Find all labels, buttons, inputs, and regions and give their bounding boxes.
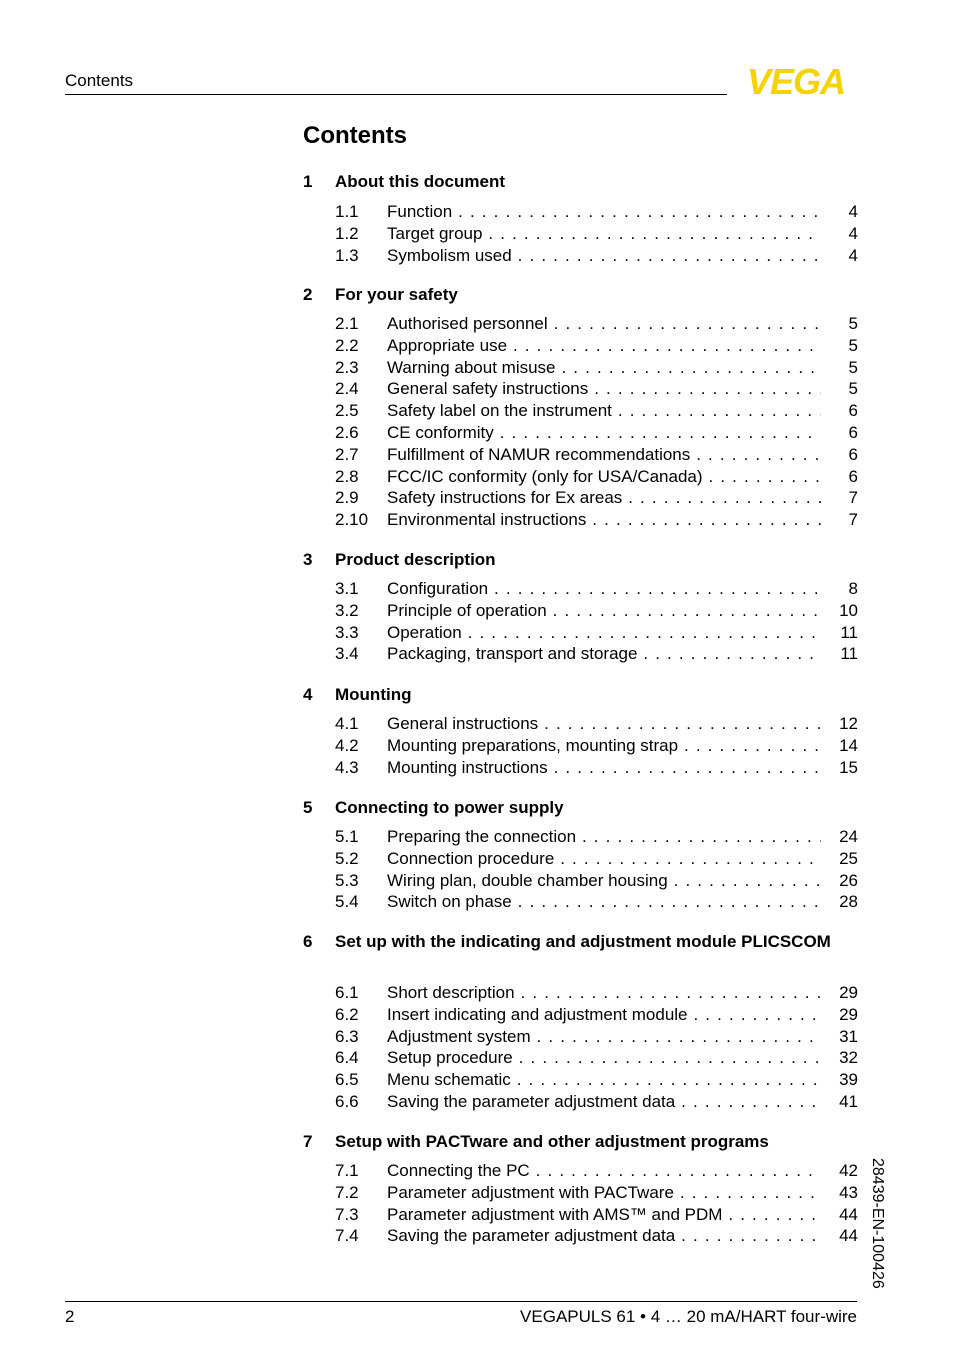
entry-number: 6.1 [335,983,359,1002]
entry-title: Principle of operation . . . [387,600,821,622]
entry-title: General safety instructions . . . [387,378,821,400]
toc-entry[interactable] [303,335,858,357]
entry-title: Configuration . . . [387,578,821,600]
entry-page-number: 6 [848,444,858,464]
entry-number: 5.4 [335,892,359,912]
entry-page-number: 12 [839,714,858,733]
entry-number: 2.8 [335,466,359,486]
vega-logo-text: VEGA [746,64,846,98]
entry-number: 7.1 [335,1161,359,1180]
entry-page-number: 26 [839,870,858,890]
entry-title: Menu schematic . . . [387,1069,821,1091]
entry-page-number: 7 [848,488,858,508]
entry-title: Saving the parameter adjustment data . . . [387,1225,821,1247]
entry-number: 4.1 [335,714,359,733]
entry-title: Switch on phase . . . [387,891,821,913]
entry-number: 1.3 [335,245,359,265]
section-title: Setup with PACTware and other adjustment programs [335,1132,769,1151]
section-number: 7 [303,1132,313,1151]
toc-entry[interactable] [303,826,858,848]
section-title: For your safety [335,285,458,304]
entry-number: 4.2 [335,735,359,755]
entry-page-number: 11 [840,644,858,664]
entry-number: 2.10 [335,510,369,530]
entry-number: 2.3 [335,357,359,377]
entry-title: Fulfillment of NAMUR recommendations . . . [387,444,821,466]
vega-logo [734,64,858,98]
footer-rule [65,1301,857,1302]
entry-page-number: 24 [839,827,858,846]
section-number: 2 [303,285,313,304]
entry-page-number: 5 [848,314,858,333]
toc-entry[interactable] [303,1225,858,1247]
toc-entry[interactable] [303,245,858,267]
toc-entry[interactable] [303,643,858,665]
section-number: 1 [303,172,313,191]
entry-title: Mounting instructions . . . [387,757,821,779]
section-title: Set up with the indicating and adjustment module PLICSCOM [335,932,831,951]
entry-page-number: 39 [839,1070,858,1090]
entry-page-number: 28 [839,892,858,912]
section-title: Mounting [335,685,412,704]
entry-number: 2.5 [335,401,359,421]
entry-title: Connecting the PC . . . [387,1160,821,1182]
entry-title: Safety instructions for Ex areas . . . [387,487,821,509]
entry-number: 6.6 [335,1092,359,1111]
toc-entry[interactable] [303,509,858,531]
toc-entry[interactable] [303,1160,858,1182]
toc-entry[interactable] [303,422,858,444]
entry-number: 1.1 [335,202,359,221]
toc-entry[interactable] [303,1091,858,1113]
entry-page-number: 43 [839,1182,858,1202]
entry-title: Operation . . . [387,622,821,644]
entry-title: Symbolism used . . . [387,245,821,267]
entry-number: 2.7 [335,444,359,464]
toc-entry[interactable] [303,1004,858,1026]
entry-number: 3.3 [335,622,359,642]
entry-number: 4.3 [335,757,359,777]
toc-entry[interactable] [303,487,858,509]
product-name: VEGAPULS 61 • 4 … 20 mA/HART four-wire [520,1307,857,1326]
toc-entry[interactable] [303,600,858,622]
toc-entry[interactable] [303,1047,858,1069]
entry-page-number: 4 [848,245,858,265]
entry-number: 3.2 [335,600,359,620]
entry-number: 2.6 [335,423,359,442]
entry-title: Short description . . . [387,982,821,1004]
entry-number: 7.3 [335,1204,359,1224]
entry-page-number: 29 [839,1004,858,1024]
entry-page-number: 5 [848,335,858,355]
section-number: 3 [303,550,313,569]
section-title: About this document [335,172,505,191]
section-title: Product description [335,550,496,569]
toc-entry[interactable] [303,400,858,422]
entry-title: Parameter adjustment with AMS™ and PDM . . . [387,1204,821,1226]
entry-page-number: 5 [848,379,858,399]
entry-page-number: 29 [839,983,858,1002]
entry-page-number: 6 [848,401,858,421]
entry-title: Authorised personnel . . . [387,313,821,335]
entry-number: 3.1 [335,579,359,598]
page-title: Contents [303,122,407,149]
section-number: 6 [303,932,313,951]
entry-page-number: 42 [839,1161,858,1180]
entry-page-number: 44 [839,1226,858,1246]
entry-number: 2.1 [335,314,359,333]
toc-entry[interactable] [303,1026,858,1048]
entry-title: FCC/IC conformity (only for USA/Canada) . . . [387,466,821,488]
section-number: 4 [303,685,313,704]
entry-title: Packaging, transport and storage . . . [387,643,821,665]
entry-title: Function . . . [387,201,821,223]
page-number: 2 [65,1307,75,1326]
toc-entry[interactable] [303,444,858,466]
entry-page-number: 5 [848,357,858,377]
entry-title: Insert indicating and adjustment module . . . [387,1004,821,1026]
entry-number: 5.3 [335,870,359,890]
entry-number: 3.4 [335,644,359,664]
entry-page-number: 31 [839,1026,858,1046]
entry-page-number: 41 [839,1092,858,1111]
entry-page-number: 8 [848,579,858,598]
entry-number: 1.2 [335,223,359,243]
entry-page-number: 4 [848,202,858,221]
entry-page-number: 14 [839,735,858,755]
toc-entry[interactable] [303,622,858,644]
entry-page-number: 25 [839,848,858,868]
entry-title: Appropriate use . . . [387,335,821,357]
entry-page-number: 44 [839,1204,858,1224]
entry-page-number: 6 [848,466,858,486]
toc-entry[interactable] [303,357,858,379]
entry-number: 2.9 [335,488,359,508]
entry-number: 7.2 [335,1182,359,1202]
running-header: Contents [65,71,134,90]
section-title: Connecting to power supply [335,798,564,817]
toc-entry[interactable] [303,1204,858,1226]
entry-title: Target group . . . [387,223,821,245]
document-code: 28439-EN-100426 [869,1158,886,1289]
toc-entry[interactable] [303,870,858,892]
entry-number: 6.4 [335,1048,359,1068]
entry-number: 5.2 [335,848,359,868]
entry-page-number: 4 [848,223,858,243]
toc-entry[interactable] [303,735,858,757]
entry-number: 6.5 [335,1070,359,1090]
entry-title: Mounting preparations, mounting strap . . . [387,735,821,757]
entry-number: 2.4 [335,379,359,399]
entry-title: Parameter adjustment with PACTware . . . [387,1182,821,1204]
toc-entry[interactable] [303,713,858,735]
entry-title: General instructions . . . [387,713,821,735]
entry-title: CE conformity . . . [387,422,821,444]
entry-title: Warning about misuse . . . [387,357,821,379]
entry-number: 5.1 [335,827,359,846]
entry-number: 2.2 [335,335,359,355]
entry-page-number: 10 [839,600,858,620]
entry-title: Safety label on the instrument . . . [387,400,821,422]
entry-title: Connection procedure . . . [387,848,821,870]
toc-entry[interactable] [303,1069,858,1091]
toc-entry[interactable] [303,848,858,870]
toc-entry[interactable] [303,982,858,1004]
entry-title: Environmental instructions . . . [387,509,821,531]
header-rule [65,94,727,95]
entry-title: Setup procedure . . . [387,1047,821,1069]
toc-entry[interactable] [303,1182,858,1204]
section-number: 5 [303,798,313,817]
entry-title: Adjustment system . . . [387,1026,821,1048]
entry-page-number: 7 [848,510,858,530]
entry-page-number: 32 [839,1048,858,1068]
entry-number: 7.4 [335,1226,359,1246]
entry-title: Saving the parameter adjustment data . . . [387,1091,821,1113]
toc-entry[interactable] [303,313,858,335]
entry-title: Wiring plan, double chamber housing . . . [387,870,821,892]
entry-number: 6.3 [335,1026,359,1046]
entry-page-number: 6 [848,423,858,442]
toc-entry[interactable] [303,201,858,223]
toc-entry[interactable] [303,378,858,400]
toc-entry[interactable] [303,578,858,600]
toc-entry[interactable] [303,466,858,488]
toc-entry[interactable] [303,757,858,779]
toc-entry[interactable] [303,891,858,913]
entry-title: Preparing the connection . . . [387,826,821,848]
toc-entry[interactable] [303,223,858,245]
entry-number: 6.2 [335,1004,359,1024]
entry-page-number: 11 [840,622,858,642]
entry-page-number: 15 [839,757,858,777]
